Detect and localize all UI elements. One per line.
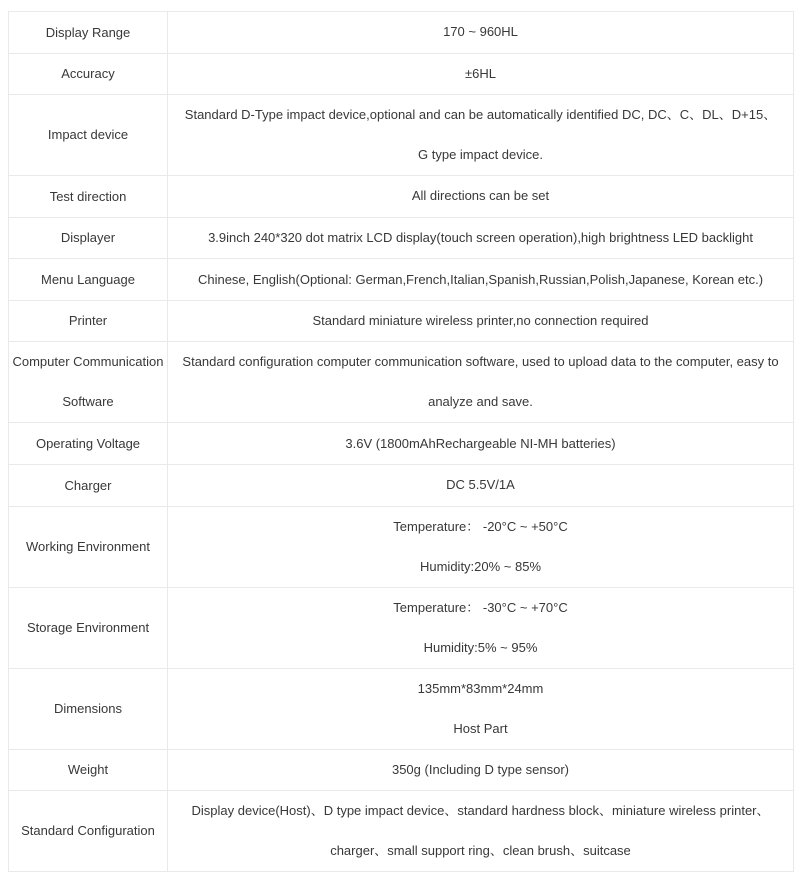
spec-label-cell [9, 53, 168, 95]
spec-value-line: ±6HL [465, 65, 496, 81]
spec-value-cell [168, 464, 794, 506]
spec-value-cell [168, 95, 794, 176]
spec-value-line: Host Part [453, 720, 508, 736]
spec-label-cell [9, 464, 168, 506]
spec-row [9, 259, 794, 301]
spec-label: Test direction [49, 188, 127, 204]
spec-value-cell [168, 176, 794, 218]
spec-label-cell [9, 217, 168, 259]
spec-label: Dimensions [54, 700, 122, 716]
spec-label: Menu Language [41, 271, 135, 287]
spec-value-cell [168, 668, 794, 749]
spec-value-line: Temperature： -30°C ~ +70°C [393, 599, 568, 615]
spec-value-cell [168, 300, 794, 342]
spec-value-cell [168, 506, 794, 587]
spec-label: Impact device [47, 127, 129, 143]
spec-value-cell [168, 12, 794, 54]
spec-value-line: 170 ~ 960HL [443, 24, 518, 40]
spec-label-cell [9, 176, 168, 218]
spec-row [9, 423, 794, 465]
spec-table-body [9, 12, 794, 872]
spec-row [9, 12, 794, 54]
spec-label: Weight [67, 762, 109, 778]
spec-value-line: analyze and save. [428, 394, 533, 410]
spec-value-line: Humidity:20% ~ 85% [419, 558, 542, 574]
spec-label-cell [9, 506, 168, 587]
spec-row [9, 749, 794, 791]
spec-label-cell [9, 95, 168, 176]
spec-label-cell [9, 791, 168, 872]
spec-label: Display Range [45, 24, 131, 40]
spec-label-cell [9, 749, 168, 791]
spec-value-line: charger、small support ring、clean brush、suitcase [330, 843, 631, 859]
spec-value-line: Chinese, English(Optional: German,French,Italian,Spanish,Russian,Polish,Japanese, Korean etc.) [197, 271, 764, 287]
spec-label: Standard Configuration [21, 823, 155, 839]
spec-label-cell [9, 12, 168, 54]
spec-value-cell [168, 342, 794, 423]
spec-row [9, 668, 794, 749]
spec-value-cell [168, 791, 794, 872]
spec-value-line: G type impact device. [418, 147, 543, 163]
spec-value-line: Standard D-Type impact device,optional and can be automatically identified DC, DC、C、DL、D+15、 [184, 107, 777, 123]
spec-value-line: 3.9inch 240*320 dot matrix LCD display(touch screen operation),high brightness LED backlight [208, 229, 753, 245]
spec-value-cell [168, 259, 794, 301]
spec-label: Computer Communication Software [12, 354, 164, 410]
spec-value-line: Standard miniature wireless printer,no connection required [312, 313, 649, 329]
spec-label-cell [9, 587, 168, 668]
spec-value-line: DC 5.5V/1A [446, 477, 515, 493]
spec-value-cell [168, 217, 794, 259]
spec-label: Operating Voltage [35, 435, 141, 451]
spec-row [9, 587, 794, 668]
spec-value-cell [168, 53, 794, 95]
spec-label: Working Environment [25, 538, 151, 554]
spec-value-line: 350g (Including D type sensor) [391, 761, 570, 777]
spec-label-cell [9, 259, 168, 301]
spec-row [9, 342, 794, 423]
spec-row [9, 217, 794, 259]
spec-label: Printer [68, 313, 108, 329]
spec-value-line: Display device(Host)、D type impact device、standard hardness block、miniature wireless printer、 [191, 803, 770, 819]
spec-label: Charger [64, 477, 112, 493]
spec-value-line: 3.6V (1800mAhRechargeable NI-MH batteries) [345, 435, 616, 451]
spec-value-line: Standard configuration computer communication software, used to upload data to the computer, easy to [182, 354, 779, 370]
spec-table [8, 11, 794, 872]
spec-row [9, 95, 794, 176]
spec-label-cell [9, 668, 168, 749]
spec-label-cell [9, 423, 168, 465]
spec-value-line: 135mm*83mm*24mm [417, 680, 544, 696]
spec-label: Displayer [60, 230, 116, 246]
spec-value-cell [168, 587, 794, 668]
spec-row [9, 176, 794, 218]
spec-label: Accuracy [61, 66, 115, 82]
spec-value-line: Temperature： -20°C ~ +50°C [393, 518, 568, 534]
spec-value-cell [168, 749, 794, 791]
spec-row [9, 791, 794, 872]
spec-value-cell [168, 423, 794, 465]
spec-value-line: Humidity:5% ~ 95% [423, 639, 538, 655]
spec-row [9, 506, 794, 587]
spec-label: Storage Environment [26, 619, 150, 635]
spec-row [9, 53, 794, 95]
spec-label-cell [9, 300, 168, 342]
spec-label-cell [9, 342, 168, 423]
spec-row [9, 300, 794, 342]
spec-value-line: All directions can be set [411, 188, 550, 204]
spec-row [9, 464, 794, 506]
